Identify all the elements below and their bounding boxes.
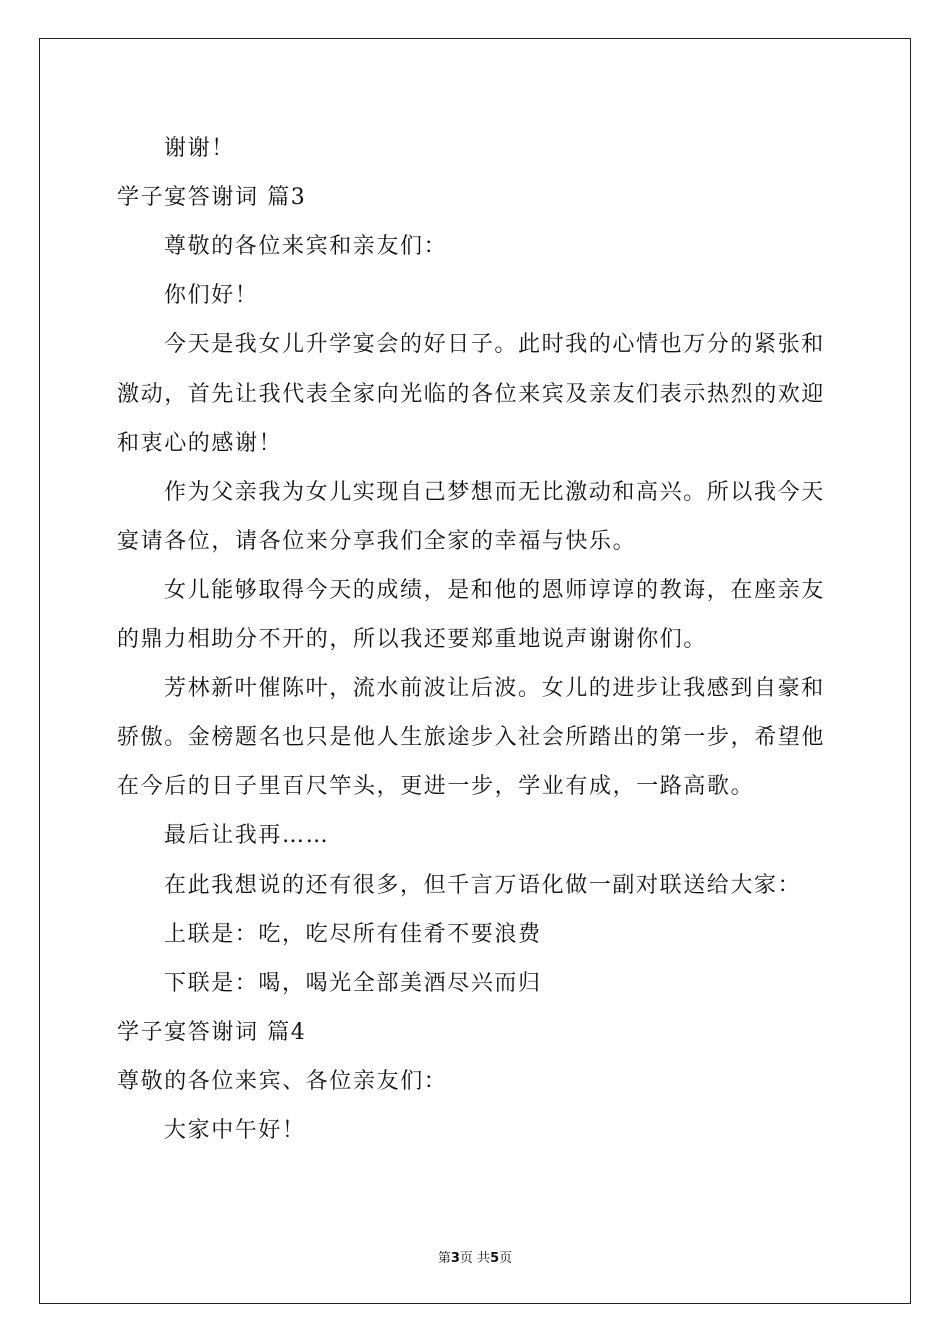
paragraph-line: 上联是：吃，吃尽所有佳肴不要浪费 (164, 922, 542, 947)
page-footer (0, 1247, 950, 1266)
paragraph-line: 在此我想说的还有很多，但千言万语化做一副对联送给大家： (164, 873, 802, 898)
page-frame (39, 38, 911, 1304)
text-line: 尊敬的各位来宾、各位亲友们： (117, 1069, 448, 1094)
footer-total-pages: 5 (490, 1251, 500, 1266)
text-line: 学子宴答谢词 篇4 (117, 1020, 307, 1045)
paragraph-line: 大家中午好！ (164, 1118, 306, 1143)
paragraph-line: 作为父亲我为女儿实现自己梦想而无比激动和高兴。所以我今天 (164, 480, 825, 505)
text-line: 的鼎力相助分不开的，所以我还要郑重地说声谢谢你们。 (117, 627, 708, 652)
text-line: 和衷心的感谢！ (117, 431, 283, 456)
text-line: 宴请各位，请各位来分享我们全家的幸福与快乐。 (117, 529, 637, 554)
footer-middle: 页 共 (459, 1251, 491, 1266)
text-line: 骄傲。金榜题名也只是他人生旅途步入社会所踏出的第一步，希望他 (117, 725, 826, 750)
text-line: 学子宴答谢词 篇3 (117, 185, 307, 210)
paragraph-line: 最后让我再…… (164, 823, 330, 848)
paragraph-line: 谢谢！ (164, 136, 235, 161)
text-line: 激动，首先让我代表全家向光临的各位来宾及亲友们表示热烈的欢迎 (117, 382, 826, 407)
text-line: 在今后的日子里百尺竿头，更进一步，学业有成，一路高歌。 (117, 774, 755, 799)
footer-prefix: 第 (437, 1251, 451, 1266)
footer-suffix: 页 (499, 1251, 513, 1266)
paragraph-line: 尊敬的各位来宾和亲友们： (164, 234, 448, 259)
paragraph-line: 你们好！ (164, 283, 259, 308)
paragraph-line: 下联是：喝，喝光全部美酒尽兴而归 (164, 971, 542, 996)
paragraph-line: 今天是我女儿升学宴会的好日子。此时我的心情也万分的紧张和 (164, 332, 825, 357)
footer-current-page: 3 (450, 1251, 460, 1266)
paragraph-line: 女儿能够取得今天的成绩，是和他的恩师谆谆的教诲，在座亲友 (164, 578, 825, 603)
paragraph-line: 芳林新叶催陈叶，流水前波让后波。女儿的进步让我感到自豪和 (164, 676, 825, 701)
